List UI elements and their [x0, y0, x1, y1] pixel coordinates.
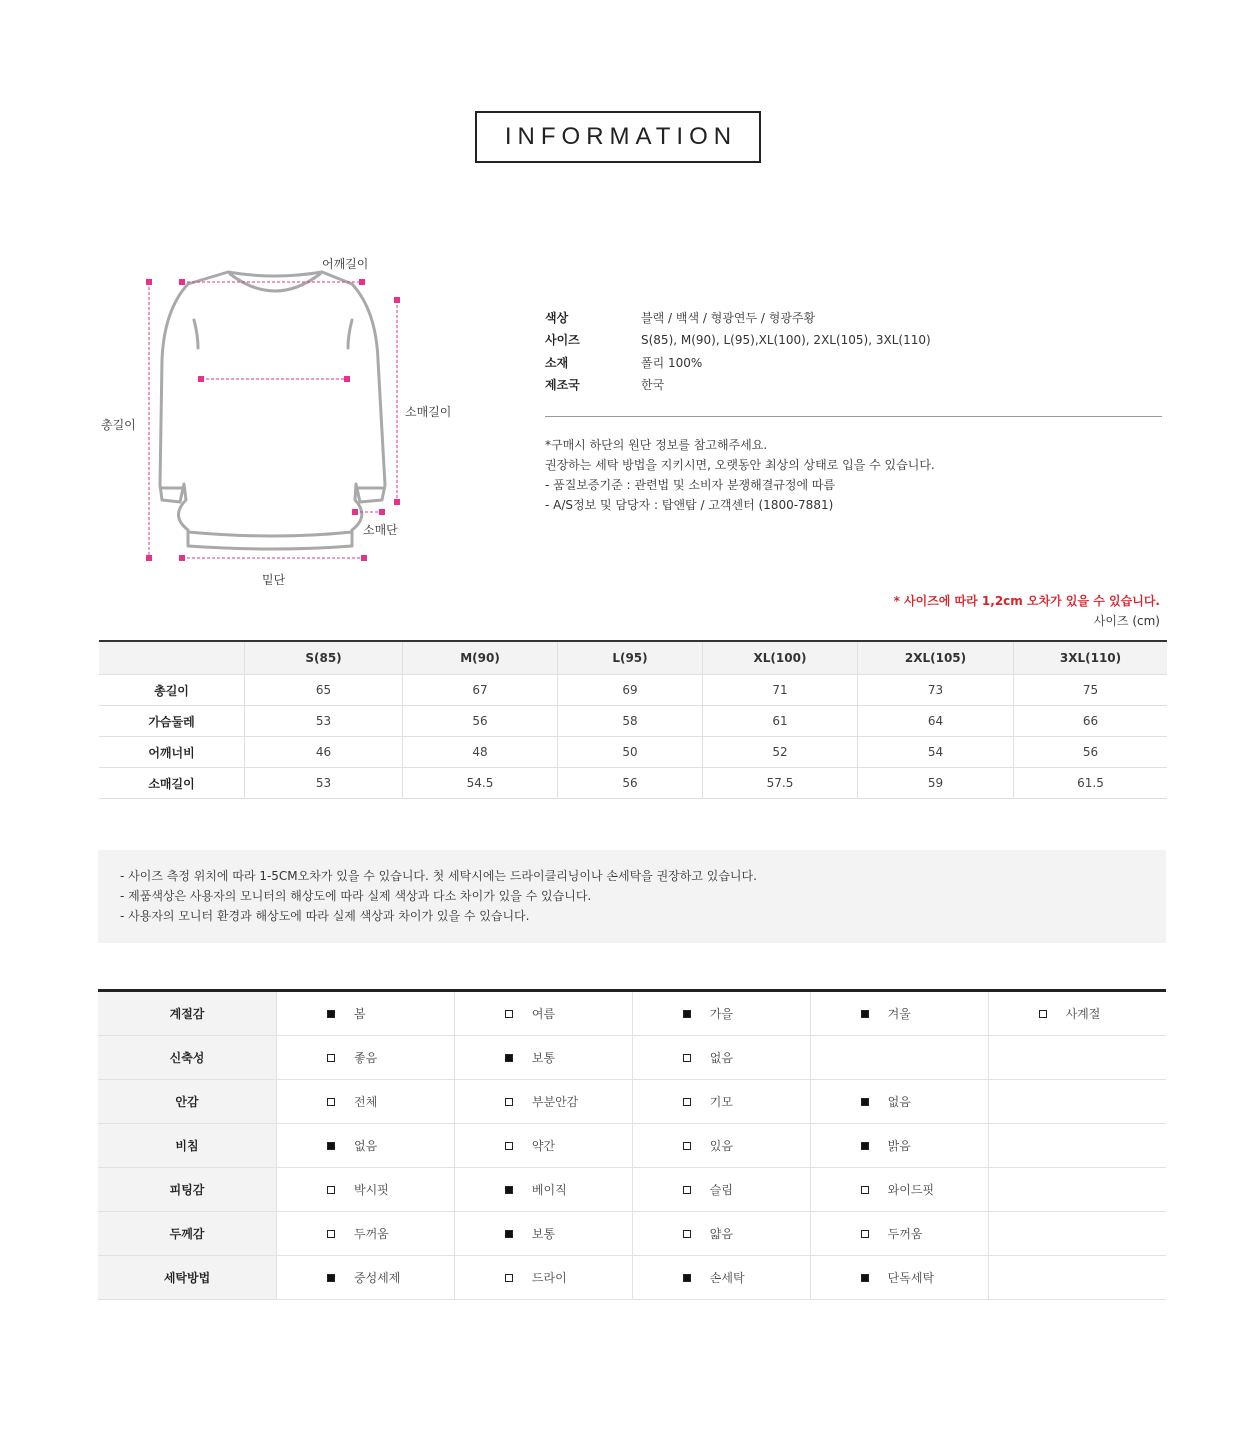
attribute-option — [505, 1269, 632, 1286]
row-label: 소매길이 — [99, 768, 245, 799]
option-label: 중성세제 — [354, 1271, 401, 1285]
column-header: XL(100) — [703, 641, 858, 675]
attribute-option — [505, 1005, 632, 1022]
attribute-cell — [277, 1256, 455, 1300]
attribute-cell — [632, 1212, 810, 1256]
table-cell: 54.5 — [403, 768, 558, 799]
table-row — [99, 768, 1167, 799]
unchecked-square-icon — [327, 1054, 335, 1062]
row-label: 총길이 — [99, 675, 245, 706]
attribute-row — [98, 1080, 1166, 1124]
option-label: 밝음 — [887, 1139, 911, 1153]
unchecked-square-icon — [505, 1274, 513, 1282]
attribute-label: 비침 — [98, 1124, 277, 1168]
table-cell: 56 — [1014, 737, 1168, 768]
unchecked-square-icon — [327, 1186, 335, 1194]
checked-square-icon — [505, 1230, 513, 1238]
attribute-cell — [277, 1212, 455, 1256]
attribute-cell — [454, 1036, 632, 1080]
unchecked-square-icon — [683, 1054, 691, 1062]
table-cell: 58 — [558, 706, 703, 737]
table-cell: 50 — [558, 737, 703, 768]
table-cell: 66 — [1014, 706, 1168, 737]
table-row — [99, 737, 1167, 768]
attribute-cell — [454, 1256, 632, 1300]
attribute-row — [98, 991, 1166, 1036]
option-label: 보통 — [531, 1051, 556, 1065]
attribute-row — [98, 1168, 1166, 1212]
option-label: 전체 — [354, 1095, 378, 1109]
option-label: 약간 — [531, 1139, 556, 1153]
attribute-cell — [277, 1168, 455, 1212]
care-line: - 사용자의 모니터 환경과 해상도에 따라 실제 색상과 차이가 있을 수 있습니다. — [120, 909, 530, 923]
option-label: 와이드핏 — [887, 1183, 935, 1197]
attribute-row — [98, 1256, 1166, 1300]
label-sleeve-cuff: 소매단 — [363, 523, 398, 537]
care-line: - 제품색상은 사용자의 모니터의 해상도에 따라 실제 색상과 다소 차이가 있을 수 있습니다. — [120, 889, 592, 903]
attribute-option — [683, 1093, 810, 1110]
table-cell: 67 — [403, 675, 558, 706]
attribute-cell — [632, 1168, 810, 1212]
checked-square-icon — [683, 1010, 691, 1018]
checked-square-icon — [861, 1098, 869, 1106]
attribute-option — [683, 1049, 810, 1066]
checked-square-icon — [327, 1010, 335, 1018]
table-cell: 46 — [245, 737, 403, 768]
attribute-option — [683, 1269, 810, 1286]
attribute-option — [505, 1093, 632, 1110]
table-cell: 73 — [858, 675, 1014, 706]
spec-value: 한국 — [641, 378, 665, 393]
attribute-option — [683, 1137, 810, 1154]
table-cell: 48 — [403, 737, 558, 768]
sweatshirt-outline-icon — [160, 272, 385, 549]
option-label: 베이직 — [531, 1183, 567, 1197]
attribute-option — [683, 1005, 810, 1022]
option-label: 없음 — [709, 1051, 733, 1065]
unchecked-square-icon — [683, 1186, 691, 1194]
unchecked-square-icon — [1039, 1010, 1047, 1018]
option-label: 기모 — [709, 1095, 733, 1109]
size-unit-label: 사이즈 (cm) — [1093, 614, 1160, 628]
attribute-option — [327, 1137, 454, 1154]
attribute-cell — [810, 1212, 988, 1256]
checked-square-icon — [327, 1142, 335, 1150]
unchecked-square-icon — [861, 1186, 869, 1194]
label-hem: 밑단 — [262, 573, 286, 587]
unchecked-square-icon — [683, 1142, 691, 1150]
unchecked-square-icon — [683, 1098, 691, 1106]
attribute-option — [861, 1181, 988, 1198]
attribute-cell — [454, 1168, 632, 1212]
attribute-option — [861, 1005, 988, 1022]
page-title: INFORMATION — [504, 123, 738, 150]
table-cell: 56 — [558, 768, 703, 799]
attribute-label: 안감 — [98, 1080, 277, 1124]
attribute-cell — [988, 1124, 1166, 1168]
spec-value: S(85), M(90), L(95),XL(100), 2XL(105), 3XL(110) — [641, 332, 931, 347]
attribute-cell — [632, 1036, 810, 1080]
unchecked-square-icon — [505, 1098, 513, 1106]
option-label: 겨울 — [887, 1007, 911, 1021]
note-line: *구매시 하단의 원단 정보를 참고해주세요. — [545, 438, 768, 452]
option-label: 있음 — [709, 1139, 733, 1153]
option-label: 단독세탁 — [887, 1271, 935, 1285]
attribute-cell — [810, 1036, 988, 1080]
spec-value: 블랙 / 백색 / 형광연두 / 형광주황 — [641, 310, 816, 325]
spec-row-origin — [545, 374, 1165, 397]
attribute-cell — [277, 1036, 455, 1080]
table-cell: 59 — [858, 768, 1014, 799]
attribute-cell — [277, 991, 455, 1036]
care-line: - 사이즈 측정 위치에 따라 1-5CM오차가 있을 수 있습니다. 첫 세탁시에는 드라이클리닝이나 손세탁을 권장하고 있습니다. — [120, 869, 757, 883]
attribute-cell — [810, 1080, 988, 1124]
attribute-cell — [988, 1036, 1166, 1080]
attribute-option — [861, 1225, 988, 1242]
checked-square-icon — [505, 1186, 513, 1194]
attribute-cell — [988, 991, 1166, 1036]
purchase-notes — [545, 435, 1165, 515]
spec-row-material — [545, 351, 1165, 374]
table-cell: 53 — [245, 768, 403, 799]
checked-square-icon — [327, 1274, 335, 1282]
spec-row-size — [545, 329, 1165, 352]
table-cell: 61.5 — [1014, 768, 1168, 799]
unchecked-square-icon — [683, 1230, 691, 1238]
note-line: 권장하는 세탁 방법을 지키시면, 오랫동안 최상의 상태로 입을 수 있습니다. — [545, 458, 935, 472]
option-label: 가을 — [709, 1007, 733, 1021]
attribute-option — [327, 1049, 454, 1066]
column-header: 2XL(105) — [858, 641, 1014, 675]
table-row — [99, 675, 1167, 706]
attribute-option — [683, 1181, 810, 1198]
option-label: 없음 — [887, 1095, 911, 1109]
attribute-cell — [632, 1080, 810, 1124]
attribute-cell — [632, 1124, 810, 1168]
attribute-option — [505, 1137, 632, 1154]
size-tolerance-note: * 사이즈에 따라 1,2cm 오차가 있을 수 있습니다. — [893, 594, 1160, 608]
attribute-option — [327, 1181, 454, 1198]
attribute-cell — [988, 1256, 1166, 1300]
attribute-row — [98, 1124, 1166, 1168]
option-label: 드라이 — [531, 1271, 567, 1285]
attribute-option — [861, 1137, 988, 1154]
attribute-option — [327, 1005, 454, 1022]
attribute-cell — [988, 1212, 1166, 1256]
attribute-option — [505, 1225, 632, 1242]
attribute-cell — [810, 991, 988, 1036]
attribute-cell — [632, 991, 810, 1036]
attribute-option — [861, 1093, 988, 1110]
checked-square-icon — [861, 1274, 869, 1282]
option-label: 봄 — [354, 1007, 366, 1021]
unchecked-square-icon — [505, 1142, 513, 1150]
unchecked-square-icon — [505, 1010, 513, 1018]
attribute-cell — [277, 1080, 455, 1124]
attribute-cell — [810, 1168, 988, 1212]
unchecked-square-icon — [327, 1098, 335, 1106]
checked-square-icon — [861, 1142, 869, 1150]
attribute-row — [98, 1212, 1166, 1256]
table-cell: 53 — [245, 706, 403, 737]
unchecked-square-icon — [327, 1230, 335, 1238]
spec-row-color — [545, 306, 1165, 329]
table-cell: 56 — [403, 706, 558, 737]
option-label: 손세탁 — [709, 1271, 745, 1285]
label-sleeve-length: 소매길이 — [405, 405, 452, 419]
spec-key: 소재 — [545, 355, 569, 370]
product-spec-list — [545, 306, 1165, 396]
attribute-cell — [632, 1256, 810, 1300]
option-label: 얇음 — [709, 1227, 733, 1241]
attribute-label: 계절감 — [98, 991, 277, 1036]
attribute-label: 두께감 — [98, 1212, 277, 1256]
option-label: 두꺼움 — [887, 1227, 923, 1241]
attribute-label: 피팅감 — [98, 1168, 277, 1212]
attribute-option — [505, 1049, 632, 1066]
measure-lines — [149, 282, 397, 558]
attribute-label: 세탁방법 — [98, 1256, 277, 1300]
table-cell: 57.5 — [703, 768, 858, 799]
information-title-box — [475, 111, 761, 163]
option-label: 여름 — [531, 1007, 556, 1021]
table-cell: 64 — [858, 706, 1014, 737]
table-row — [99, 706, 1167, 737]
table-cell: 69 — [558, 675, 703, 706]
option-label: 없음 — [354, 1139, 378, 1153]
row-label: 가슴둘레 — [99, 706, 245, 737]
attribute-option — [683, 1225, 810, 1242]
care-notice-box — [98, 850, 1166, 943]
option-label: 보통 — [531, 1227, 556, 1241]
attribute-row — [98, 1036, 1166, 1080]
attribute-option — [861, 1269, 988, 1286]
label-shoulder-length: 어깨길이 — [322, 257, 369, 271]
column-header: 3XL(110) — [1014, 641, 1168, 675]
table-cell: 75 — [1014, 675, 1168, 706]
attribute-option — [327, 1269, 454, 1286]
attribute-cell — [810, 1256, 988, 1300]
spec-key: 색상 — [545, 310, 569, 325]
attribute-cell — [454, 1124, 632, 1168]
table-cell: 61 — [703, 706, 858, 737]
attribute-option — [1039, 1005, 1166, 1022]
option-label: 부분안감 — [531, 1095, 579, 1109]
attribute-cell — [810, 1124, 988, 1168]
size-table-header — [99, 641, 1167, 675]
checked-square-icon — [683, 1274, 691, 1282]
attribute-cell — [454, 991, 632, 1036]
spec-key: 사이즈 — [545, 333, 580, 348]
column-header: M(90) — [403, 641, 558, 675]
note-line: - A/S정보 및 담당자 : 탑앤탑 / 고객센터 (1800-7881) — [545, 498, 834, 512]
unchecked-square-icon — [861, 1230, 869, 1238]
garment-size-diagram — [90, 250, 450, 590]
table-cell: 65 — [245, 675, 403, 706]
checked-square-icon — [505, 1054, 513, 1062]
column-header: S(85) — [245, 641, 403, 675]
attribute-cell — [988, 1168, 1166, 1212]
attribute-label: 신축성 — [98, 1036, 277, 1080]
label-total-length: 총길이 — [101, 418, 136, 432]
fabric-attribute-table — [98, 989, 1166, 1300]
attribute-option — [327, 1225, 454, 1242]
option-label: 슬림 — [709, 1183, 733, 1197]
size-table — [99, 640, 1167, 799]
divider — [545, 416, 1162, 417]
attribute-cell — [988, 1080, 1166, 1124]
option-label: 사계절 — [1065, 1007, 1101, 1021]
option-label: 좋음 — [354, 1051, 378, 1065]
spec-key: 제조국 — [545, 378, 580, 393]
table-cell: 54 — [858, 737, 1014, 768]
attribute-option — [327, 1093, 454, 1110]
header-blank — [99, 641, 245, 675]
spec-value: 폴리 100% — [641, 355, 703, 370]
column-header: L(95) — [558, 641, 703, 675]
attribute-cell — [454, 1212, 632, 1256]
table-cell: 52 — [703, 737, 858, 768]
attribute-option — [505, 1181, 632, 1198]
note-line: - 품질보증기준 : 관련법 및 소비자 분쟁해결규정에 따름 — [545, 478, 836, 492]
option-label: 두꺼움 — [354, 1227, 389, 1241]
attribute-cell — [454, 1080, 632, 1124]
checked-square-icon — [861, 1010, 869, 1018]
table-cell: 71 — [703, 675, 858, 706]
row-label: 어깨너비 — [99, 737, 245, 768]
option-label: 박시핏 — [354, 1183, 389, 1197]
attribute-cell — [277, 1124, 455, 1168]
